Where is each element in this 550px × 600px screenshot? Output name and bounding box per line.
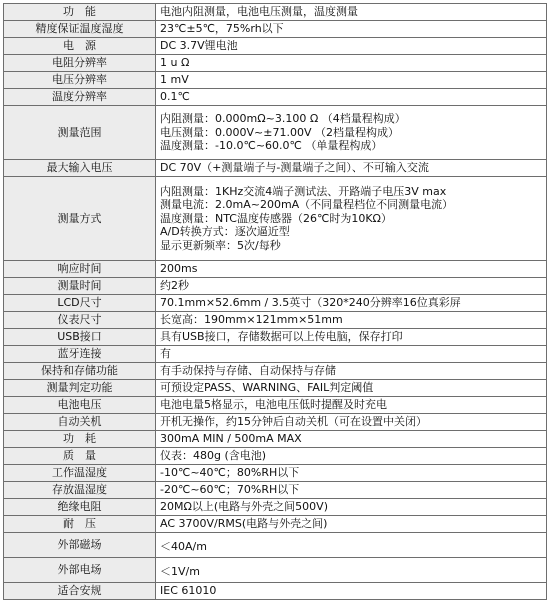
- spec-value: [156, 431, 547, 448]
- spec-label: 电 源: [4, 38, 156, 55]
- spec-label: 温度分辨率: [4, 89, 156, 106]
- spec-label: 自动关机: [4, 414, 156, 431]
- spec-row: [4, 363, 547, 380]
- spec-value: [156, 583, 547, 600]
- spec-label: 外部电场: [4, 558, 156, 583]
- spec-value-line: 约2秒: [160, 279, 189, 293]
- spec-value-line: IEC 61010: [160, 584, 217, 598]
- spec-value: [156, 516, 547, 533]
- spec-label: 最大输入电压: [4, 160, 156, 177]
- spec-label: 测量范围: [4, 106, 156, 160]
- spec-value-line: ＜1V/m: [160, 565, 200, 579]
- spec-label: 功 耗: [4, 431, 156, 448]
- spec-row: [4, 431, 547, 448]
- spec-label: 电压分辨率: [4, 72, 156, 89]
- spec-row: [4, 72, 547, 89]
- spec-row: [4, 261, 547, 278]
- spec-row: [4, 89, 547, 106]
- spec-value: [156, 55, 547, 72]
- spec-row: [4, 414, 547, 431]
- spec-row: [4, 278, 547, 295]
- spec-row: [4, 21, 547, 38]
- spec-value: [156, 160, 547, 177]
- spec-row: [4, 295, 547, 312]
- spec-value: [156, 482, 547, 499]
- spec-row: [4, 558, 547, 583]
- spec-row: [4, 448, 547, 465]
- spec-label: LCD尺寸: [4, 295, 156, 312]
- spec-value-line: 1 mV: [160, 73, 189, 87]
- spec-row: [4, 465, 547, 482]
- spec-value-line: 有手动保持与存储、自动保持与存储: [160, 364, 336, 378]
- spec-table-body: [4, 4, 547, 600]
- spec-value: [156, 380, 547, 397]
- spec-label: 功 能: [4, 4, 156, 21]
- spec-value-line: 可预设定PASS、WARNING、FAIL判定阈值: [160, 381, 374, 395]
- spec-value-line: 电压测量：0.000V~±71.00V （2档量程构成）: [160, 125, 399, 139]
- spec-value: [156, 21, 547, 38]
- spec-value-line: 长宽高：190mm×121mm×51mm: [160, 313, 343, 327]
- spec-label: 质 量: [4, 448, 156, 465]
- spec-value-line: 温度测量：NTC温度传感器（26℃时为10KΩ）: [160, 211, 392, 225]
- spec-label: 精度保证温度湿度: [4, 21, 156, 38]
- spec-label: 测量方式: [4, 177, 156, 261]
- spec-value-line: ＜40A/m: [160, 540, 207, 554]
- spec-value-line: 开机无操作，约15分钟后自动关机（可在设置中关闭）: [160, 415, 427, 429]
- spec-value: [156, 499, 547, 516]
- spec-row: [4, 533, 547, 558]
- spec-label: 响应时间: [4, 261, 156, 278]
- spec-label: 电阻分辨率: [4, 55, 156, 72]
- spec-row: [4, 346, 547, 363]
- spec-row: [4, 312, 547, 329]
- spec-label: 电池电压: [4, 397, 156, 414]
- spec-value-line: 20MΩ以上(电路与外壳之间500V): [160, 500, 328, 514]
- spec-label: 仪表尺寸: [4, 312, 156, 329]
- spec-row: [4, 177, 547, 261]
- spec-label: USB接口: [4, 329, 156, 346]
- spec-row: [4, 397, 547, 414]
- spec-row: [4, 38, 547, 55]
- spec-label: 耐 压: [4, 516, 156, 533]
- spec-value: [156, 261, 547, 278]
- spec-value-line: -10℃~40℃；80%RH以下: [160, 466, 300, 480]
- spec-value: [156, 329, 547, 346]
- spec-value: [156, 414, 547, 431]
- spec-value-line: 具有USB接口，存储数据可以上传电脑，保存打印: [160, 330, 403, 344]
- spec-label: 适合安规: [4, 583, 156, 600]
- spec-value: [156, 72, 547, 89]
- spec-value-line: 电池内阻测量，电池电压测量，温度测量: [160, 5, 358, 19]
- spec-value-line: 显示更新频率：5次/每秒: [160, 238, 281, 252]
- spec-label: 存放温湿度: [4, 482, 156, 499]
- spec-row: [4, 55, 547, 72]
- spec-row: [4, 329, 547, 346]
- spec-value: [156, 38, 547, 55]
- spec-value-line: 有: [160, 347, 171, 361]
- spec-value-line: 0.1℃: [160, 90, 190, 104]
- spec-row: [4, 4, 547, 21]
- spec-value: [156, 465, 547, 482]
- spec-value-line: DC 3.7V锂电池: [160, 39, 238, 53]
- spec-value: [156, 397, 547, 414]
- spec-value-line: AC 3700V/RMS(电路与外壳之间): [160, 517, 328, 531]
- spec-label: 外部磁场: [4, 533, 156, 558]
- spec-value: [156, 312, 547, 329]
- spec-label: 测量时间: [4, 278, 156, 295]
- spec-value-line: 仪表：480g (含电池): [160, 449, 267, 463]
- spec-value-line: 电池电量5格显示，电池电压低时提醒及时充电: [160, 398, 387, 412]
- spec-value-line: 1 u Ω: [160, 56, 190, 70]
- spec-label: 保持和存储功能: [4, 363, 156, 380]
- spec-row: [4, 160, 547, 177]
- spec-value-line: 测量电流：2.0mA~200mA（不同量程档位不同测量电流）: [160, 198, 454, 212]
- spec-row: [4, 516, 547, 533]
- spec-label: 测量判定功能: [4, 380, 156, 397]
- spec-value: [156, 558, 547, 583]
- spec-value: [156, 177, 547, 261]
- spec-value: [156, 346, 547, 363]
- spec-value-line: 70.1mm×52.6mm / 3.5英寸（320*240分辨率16位真彩屏: [160, 296, 461, 310]
- spec-row: [4, 583, 547, 600]
- spec-value-line: A/D转换方式：逐次逼近型: [160, 225, 290, 239]
- spec-row: [4, 482, 547, 499]
- spec-value: [156, 4, 547, 21]
- spec-value-line: 23℃±5℃，75%rh以下: [160, 22, 284, 36]
- spec-label: 绝缘电阻: [4, 499, 156, 516]
- spec-value: [156, 363, 547, 380]
- spec-value-line: 内阻测量：0.000mΩ~3.100 Ω （4档量程构成）: [160, 112, 406, 126]
- spec-value: [156, 448, 547, 465]
- spec-value-line: 300mA MIN / 500mA MAX: [160, 432, 302, 446]
- spec-value: [156, 533, 547, 558]
- spec-value: [156, 295, 547, 312]
- spec-label: 工作温湿度: [4, 465, 156, 482]
- spec-value: [156, 106, 547, 160]
- spec-row: [4, 499, 547, 516]
- spec-value-line: -20℃~60℃；70%RH以下: [160, 483, 300, 497]
- spec-value: [156, 278, 547, 295]
- spec-value-line: 内阻测量：1KHz交流4端子测试法、开路端子电压3V max: [160, 184, 447, 198]
- spec-row: [4, 106, 547, 160]
- spec-table: [3, 3, 547, 600]
- spec-row: [4, 380, 547, 397]
- spec-value-line: DC 70V（+测量端子与-测量端子之间）、不可输入交流: [160, 161, 429, 175]
- spec-value: [156, 89, 547, 106]
- spec-label: 蓝牙连接: [4, 346, 156, 363]
- spec-value-line: 温度测量：-10.0℃~60.0℃ （单量程构成）: [160, 139, 383, 153]
- spec-value-line: 200ms: [160, 262, 198, 276]
